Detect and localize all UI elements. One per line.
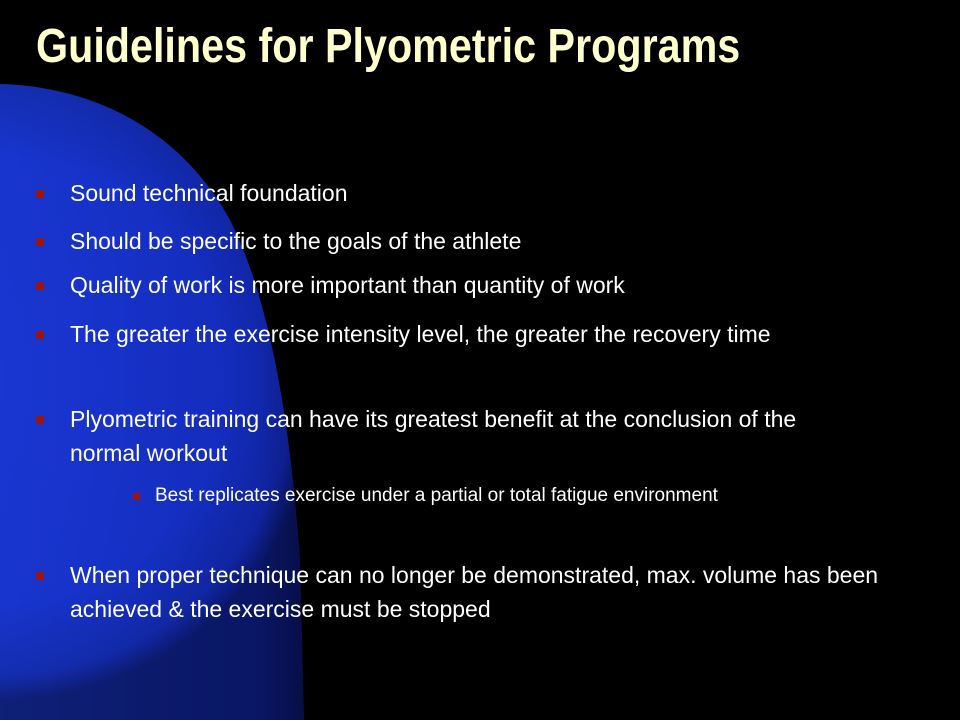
sub-bullet-item [155, 482, 835, 510]
sub-bullet-text: Best replicates exercise under a partial or total fatigue environment [155, 485, 718, 506]
bullet-item [70, 558, 880, 626]
bullet-text: Should be specific to the goals of the athlete [70, 228, 522, 254]
square-sub-bullet-icon [133, 493, 140, 500]
bullet-text: Quality of work is more important than quantity of work [70, 272, 625, 298]
bullet-text: When proper technique can no longer be demonstrated, max. volume has been achieved & the exercise must be stopped [70, 562, 879, 622]
bullet-text: Plyometric training can have its greatest benefit at the conclusion of the normal workout [70, 406, 797, 466]
square-bullet-icon [36, 572, 44, 580]
bullet-item [70, 402, 870, 470]
square-bullet-icon [36, 331, 44, 339]
bullet-item [70, 224, 890, 258]
bullet-item [70, 268, 890, 302]
square-bullet-icon [36, 416, 44, 424]
slide-title: Guidelines for Plyometric Programs [36, 20, 741, 73]
square-bullet-icon [36, 282, 44, 290]
bullet-item [70, 176, 890, 210]
bullet-text: The greater the exercise intensity level, the greater the recovery time [70, 321, 771, 347]
bullet-text: Sound technical foundation [70, 180, 348, 206]
square-bullet-icon [36, 238, 44, 246]
bullet-item [70, 317, 870, 351]
square-bullet-icon [36, 190, 44, 198]
